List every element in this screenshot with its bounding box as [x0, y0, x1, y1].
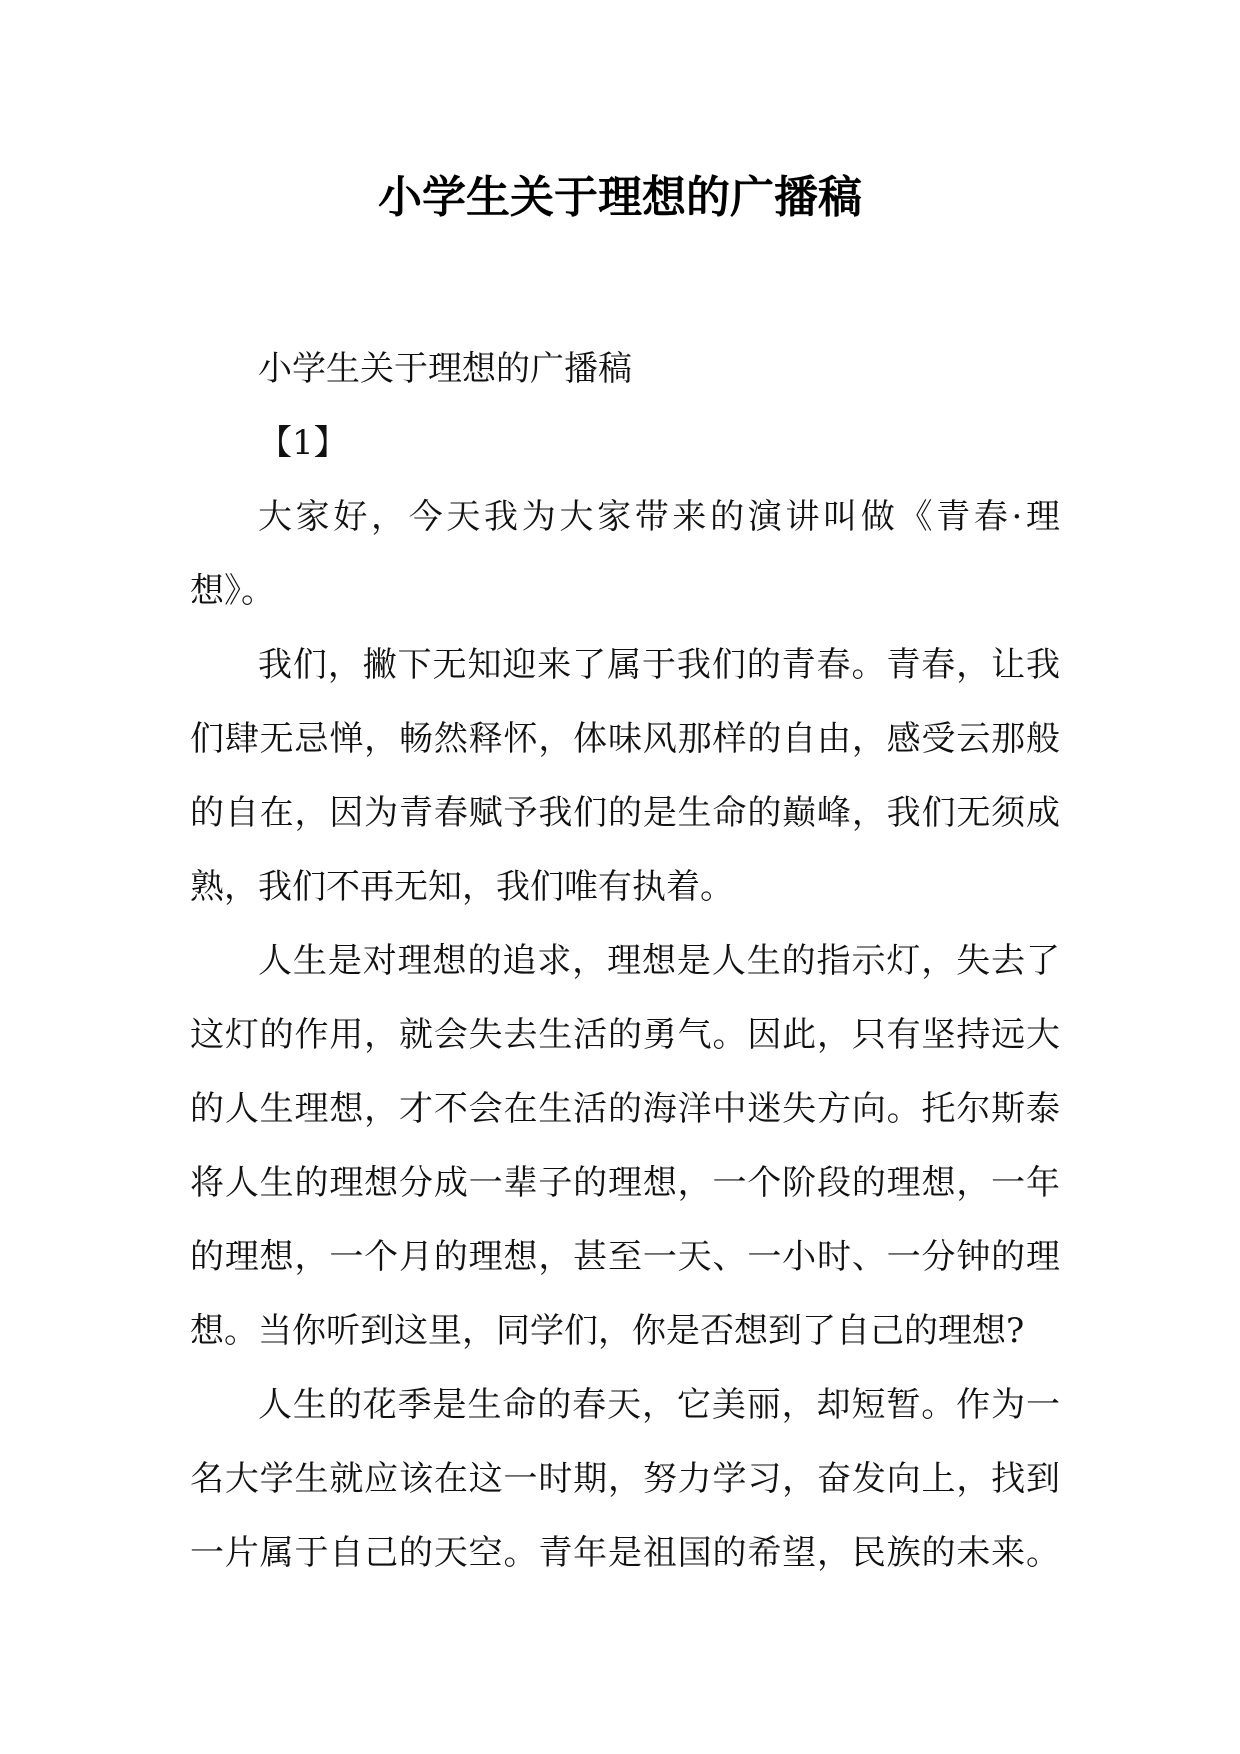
body-line: 人生的花季是生命的春天，它美丽，却短暂。作为一: [258, 1385, 1060, 1425]
body-line: 我们，撇下无知迎来了属于我们的青春。青春，让我: [258, 645, 1060, 685]
body-line: 人生是对理想的追求，理想是人生的指示灯，失去了: [258, 941, 1060, 981]
body-line: 的理想，一个月的理想，甚至一天、一小时、一分钟的理: [190, 1237, 1060, 1277]
document-body: [190, 332, 1060, 1590]
body-line: 这灯的作用，就会失去生活的勇气。因此，只有坚持远大: [190, 1015, 1060, 1055]
body-line: 的自在，因为青春赋予我们的是生命的巅峰，我们无须成: [190, 793, 1060, 833]
body-line: 一片属于自己的天空。青年是祖国的希望，民族的未来。: [190, 1533, 1060, 1573]
body-line-subtitle: 小学生关于理想的广播稿: [258, 349, 632, 389]
body-line: 们肆无忌惮，畅然释怀，体味风那样的自由，感受云那般: [190, 719, 1060, 759]
body-line: 想。当你听到这里，同学们，你是否想到了自己的理想?: [190, 1311, 1025, 1351]
body-line: 将人生的理想分成一辈子的理想，一个阶段的理想，一年: [190, 1163, 1060, 1203]
document-title: 小学生关于理想的广播稿: [378, 172, 862, 223]
body-line: 大家好，今天我为大家带来的演讲叫做《青春·理: [258, 497, 1060, 537]
body-line: 熟，我们不再无知，我们唯有执着。: [190, 867, 734, 907]
body-line: 想》。: [190, 571, 275, 611]
body-line-section-marker: 【1】: [258, 423, 348, 463]
body-line: 的人生理想，才不会在生活的海洋中迷失方向。托尔斯泰: [190, 1089, 1060, 1129]
body-line: 名大学生就应该在这一时期，努力学习，奋发向上，找到: [190, 1459, 1060, 1499]
